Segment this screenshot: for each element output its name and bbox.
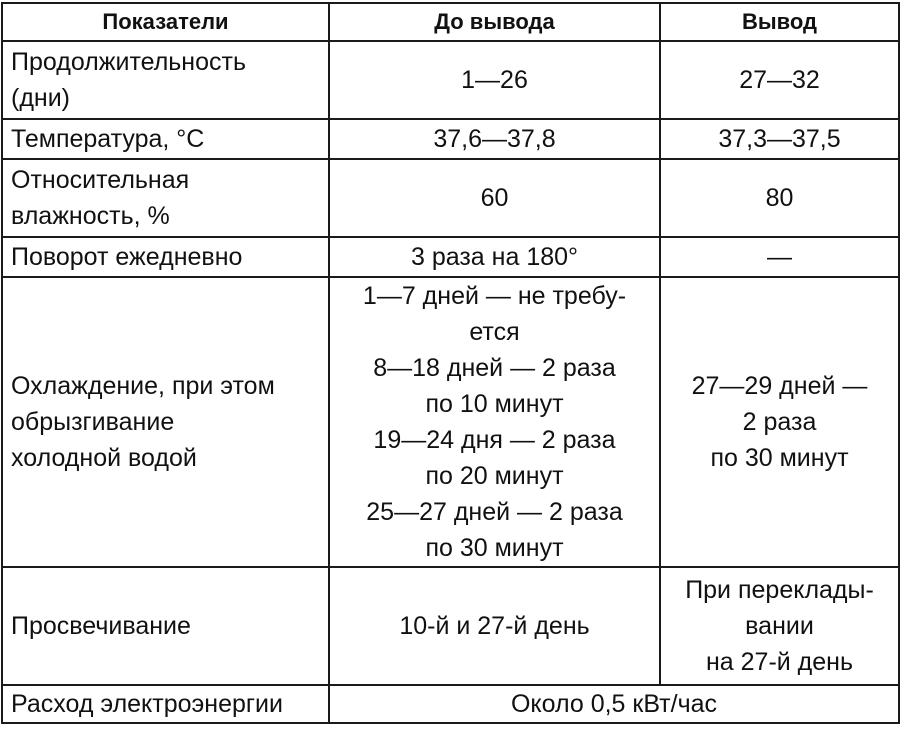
label-line: Продолжительность	[11, 48, 246, 76]
value-line: по 30 минут	[710, 444, 849, 472]
value-line: 1—7 дней — не требу-	[362, 282, 627, 310]
row-turning	[2, 237, 899, 277]
value-line: на 27-й день	[705, 648, 854, 676]
value-line: При переклады-	[685, 576, 874, 604]
value-duration-before: 1—26	[329, 41, 660, 119]
label-candling: Просвечивание	[2, 567, 329, 685]
value-candling-before: 10-й и 27-й день	[329, 567, 660, 685]
value-humidity-hatch: 80	[660, 159, 899, 237]
label-line: Относительная	[11, 166, 190, 194]
value-line: по 20 минут	[425, 462, 564, 490]
label-power: Расход электроэнергии	[2, 685, 329, 723]
value-humidity-before: 60	[329, 159, 660, 237]
row-cooling	[2, 277, 899, 567]
label-line: влажность, %	[11, 202, 170, 230]
header-before-hatch: До вывода	[329, 3, 660, 41]
header-row	[2, 3, 899, 41]
value-line: вании	[745, 612, 814, 640]
row-power	[2, 685, 899, 723]
value-line: 19—24 дня — 2 раза	[373, 426, 616, 454]
value-cooling-before	[329, 277, 660, 567]
value-line: 8—18 дней — 2 раза	[373, 354, 616, 382]
value-line: по 10 минут	[425, 390, 564, 418]
row-humidity	[2, 159, 899, 237]
value-duration-hatch: 27—32	[660, 41, 899, 119]
value-line: по 30 минут	[425, 534, 564, 562]
header-indicators: Показатели	[2, 3, 329, 41]
label-temperature: Температура, °С	[2, 119, 329, 159]
row-candling	[2, 567, 899, 685]
header-hatch: Вывод	[660, 3, 899, 41]
row-duration	[2, 41, 899, 119]
label-humidity	[2, 159, 329, 237]
value-line: 27—29 дней —	[691, 372, 868, 400]
value-line: 25—27 дней — 2 раза	[366, 498, 623, 526]
value-power: Около 0,5 кВт/час	[329, 685, 899, 723]
value-line: ется	[469, 318, 520, 346]
value-cooling-hatch	[660, 277, 899, 567]
incubation-table	[1, 2, 900, 724]
value-turning-hatch: —	[660, 237, 899, 277]
value-temperature-hatch: 37,3—37,5	[660, 119, 899, 159]
value-temperature-before: 37,6—37,8	[329, 119, 660, 159]
label-line: Охлаждение, при этом	[11, 372, 275, 400]
value-line: 2 раза	[742, 408, 817, 436]
label-duration	[2, 41, 329, 119]
label-line: обрызгивание	[11, 408, 175, 436]
row-temperature	[2, 119, 899, 159]
label-cooling	[2, 277, 329, 567]
label-line: холодной водой	[11, 444, 197, 472]
value-turning-before: 3 раза на 180°	[329, 237, 660, 277]
label-turning: Поворот ежедневно	[2, 237, 329, 277]
label-line: (дни)	[11, 84, 71, 112]
value-candling-hatch	[660, 567, 899, 685]
